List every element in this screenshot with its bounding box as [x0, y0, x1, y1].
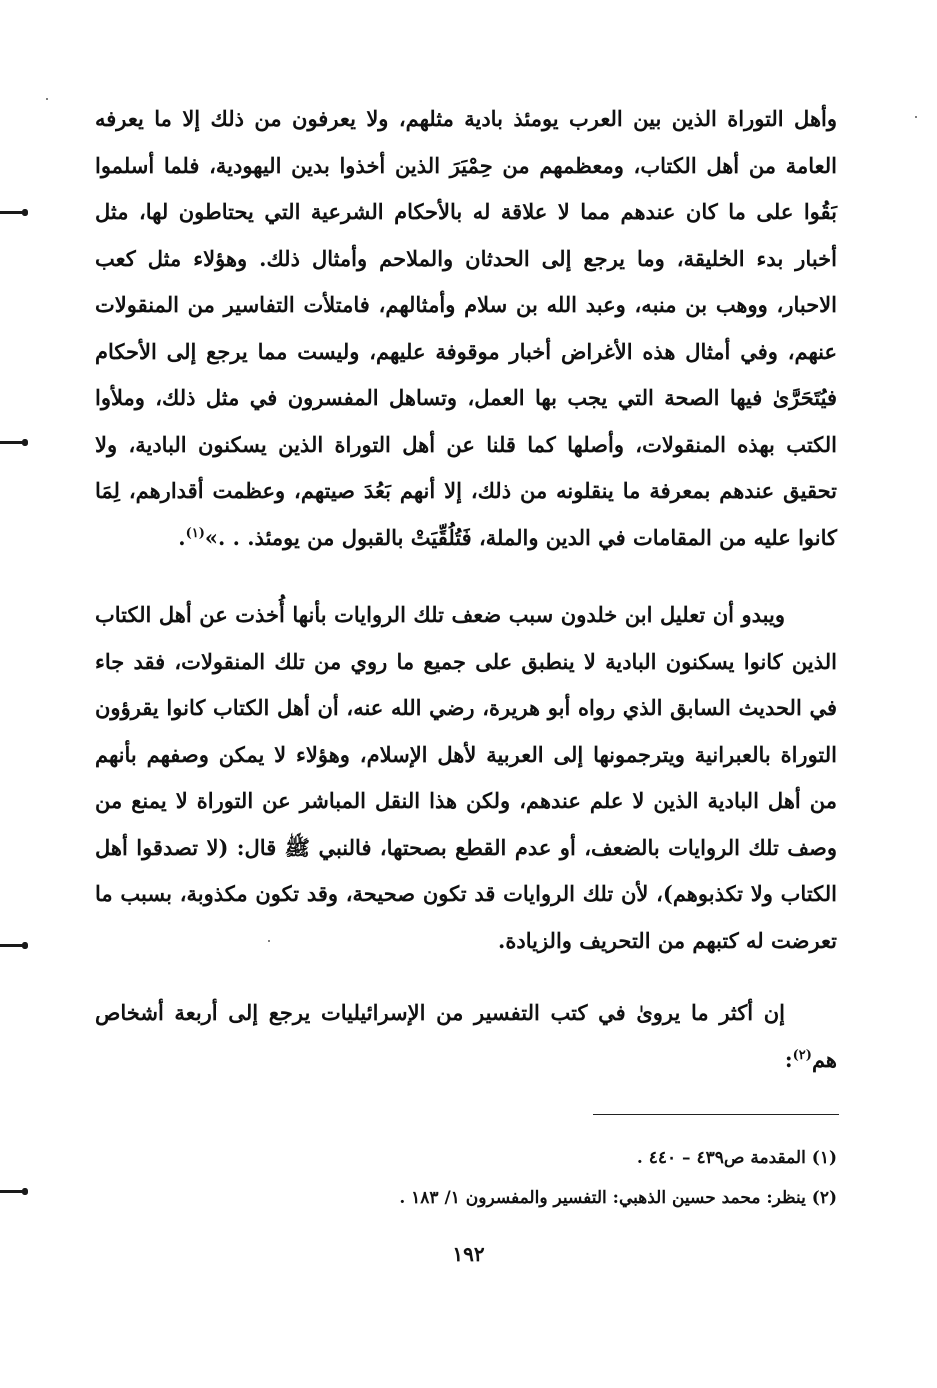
- paragraph-text-body: إن أكثر ما يروىٰ في كتب التفسير من الإسرائيليات يرجع إلى أربعة أشخاص هم: [95, 1000, 837, 1072]
- footnote-reference: (١): [185, 525, 205, 541]
- scan-speck: [46, 98, 48, 100]
- binding-mark: [0, 441, 26, 444]
- paragraph-commentary: [95, 592, 837, 964]
- paragraph-text-body: وأهل التوراة الذين بين العرب يومئذ بادية مثلهم، ولا يعرفون من ذلك إلا ما يعرفه العامة من أهل الكتاب، ومعظمهم من حِمْيَرَ الذين أخذوا بدين اليهودية، فلما أسلموا بَقُوا على ما كان عندهم مما لا علاقة له بالأحكام الشرعية التي يحتاطون لها، مثل أخبار بدء الخليقة، وما يرجع إلى الحدثان والملاحم وأمثال ذلك. وهؤلاء مثل كعب الاحبار، ووهب بن منبه، وعبد الله بن سلام وأمثالهم، فامتلأت التفاسير من المنقولات عنهم، وفي أمثال هذه الأغراض أخبار موقوفة عليهم، وليست مما يرجع إلى الأحكام فيُتَحَرَّىٰ فيها الصحة التي يجب بها العمل، وتساهل المفسرون في مثل ذلك، وملأوا الكتب بهذه المنقولات، وأصلها كما قلنا عن أهل التوراة الذين يسكنون البادية، ولا تحقيق عندهم بمعرفة ما ينقلونه من ذلك، إلا أنهم بَعُدَ صيتهم، وعظمت أقدارهم، لِمَا كانوا عليه من المقامات في الدين والملة، فَتُلُقِّيَتْ بالقبول من يومئذ. . .»: [95, 106, 837, 550]
- paragraph-text-end: :: [784, 1046, 793, 1072]
- binding-mark: [0, 944, 26, 947]
- paragraph-intro-list: [95, 990, 837, 1083]
- page-number: ١٩٢: [452, 1242, 485, 1266]
- paragraph-text: [95, 990, 837, 1083]
- paragraph-text: [95, 96, 837, 561]
- scan-speck: [915, 116, 917, 118]
- footnote-2: (٢) ينظر: محمد حسين الذهبي: التفسير والمفسرون ١/ ١٨٣ .: [399, 1188, 837, 1208]
- paragraph-text: ويبدو أن تعليل ابن خلدون سبب ضعف تلك الروايات بأنها أُخذت عن أهل الكتاب الذين كانوا يسكنون البادية لا ينطبق على جميع ما روي من تلك المنقولات، فقد جاء في الحديث السابق الذي رواه أبو هريرة، رضي الله عنه، أن أهل الكتاب كانوا يقرؤون التوراة بالعبرانية ويترجمونها إلى العربية لأهل الإسلام، وهؤلاء لا يمكن وصفهم بأنهم من أهل البادية الذين لا علم عندهم، ولكن هذا النقل المباشر عن التوراة لا يمنع من وصف تلك الروايات بالضعف، أو عدم القطع بصحتها، فالنبي ﷺ قال: (لا تصدقوا أهل الكتاب ولا تكذبوهم)، لأن تلك الروايات قد تكون صحيحة، وقد تكون مكذوبة، بسبب ما تعرضت له كتبهم من التحريف والزيادة.: [95, 602, 837, 953]
- paragraph-quotation: [95, 96, 837, 561]
- footnotes-section: [95, 1138, 837, 1218]
- binding-mark: [0, 211, 26, 214]
- paragraph-text-end: .: [178, 524, 186, 550]
- footnote-separator-line: [593, 1114, 839, 1115]
- footnote-reference: (٢): [792, 1047, 812, 1063]
- binding-mark: [0, 1190, 26, 1193]
- footnote-1: (١) المقدمة ص٤٣٩ – ٤٤٠ .: [636, 1148, 837, 1168]
- scan-speck: [268, 940, 270, 942]
